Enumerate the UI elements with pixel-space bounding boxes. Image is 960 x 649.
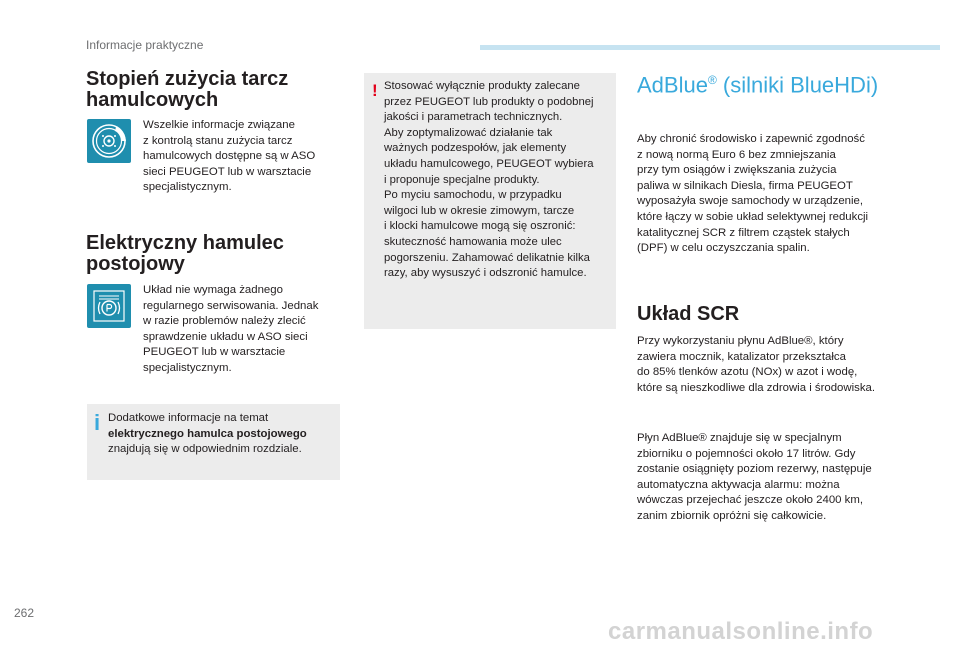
scr-heading: Układ SCR — [637, 303, 740, 325]
heading-line: Stopień zużycia tarcz — [86, 68, 289, 90]
text-line: sprawdzenie układu w ASO sieci — [143, 330, 308, 343]
text-line: które są nieszkodliwe dla zdrowia i środowiska. — [637, 381, 876, 394]
text-line: Stosować wyłącznie produkty zalecane — [384, 80, 580, 92]
text-line: i proponuje specjalne produkty. — [384, 173, 540, 186]
info-box — [87, 404, 340, 480]
text-line: katalitycznej SCR z filtrem cząstek stałych — [637, 226, 850, 239]
text-line: znajdują się w odpowiednim rozdziale. — [108, 443, 302, 456]
text-line: zawiera mocznik, katalizator przekształca — [637, 350, 846, 363]
text-line: Przy wykorzystaniu płynu AdBlue®, który — [637, 335, 844, 347]
heading-line: postojowy — [86, 253, 185, 275]
text-line: wówczas przejechać jeszcze około 2400 km, — [637, 494, 864, 507]
text-line-bold: elektrycznego hamulca postojowego — [108, 427, 307, 440]
text-line: jakości i parametrach technicznych. — [384, 111, 563, 124]
text-line: specjalistycznym. — [143, 181, 232, 194]
text-line: przez PEUGEOT lub produkty o podobnej — [384, 95, 594, 108]
brake-wear-text — [143, 118, 315, 196]
header-bar — [480, 45, 940, 50]
text-line: regularnego serwisowania. Jednak — [143, 299, 319, 312]
watermark: carmanualsonline.info — [608, 618, 874, 645]
text-line: Układ nie wymaga żadnego — [143, 284, 283, 296]
heading-text: (silniki BlueHDi) — [716, 72, 879, 98]
parking-brake-icon — [87, 284, 131, 328]
text-line: PEUGEOT lub w warsztacie — [143, 346, 286, 359]
registered-mark: ® — [707, 73, 717, 87]
text-line: i klocki hamulcowe mogą się oszronić: — [384, 220, 576, 233]
text-line: sieci PEUGEOT lub w warsztacie — [143, 165, 312, 178]
info-text — [108, 411, 307, 458]
text-line: z kontrolą stanu zużycia tarcz — [143, 134, 293, 147]
text-line: Płyn AdBlue® znajduje się w specjalnym — [637, 432, 842, 444]
warning-box — [364, 73, 616, 329]
text-line: wyposażyła swoje samochody w urządzenie, — [637, 195, 864, 208]
text-line: w razie problemów należy zlecić — [143, 315, 306, 328]
text-line: układu hamulcowego, PEUGEOT wybiera — [384, 157, 594, 170]
warning-icon: ! — [372, 81, 378, 100]
text-line: paliwa w silnikach Diesla, firma PEUGEOT — [637, 179, 853, 192]
adblue-text — [637, 132, 868, 257]
page-number: 262 — [14, 606, 35, 620]
heading-line: Elektryczny hamulec — [86, 232, 284, 254]
text-line: zbiorniku o pojemności około 17 litrów. Gdy — [637, 447, 856, 460]
text-line: z nową normą Euro 6 bez zmniejszania — [637, 148, 836, 161]
text-line: razy, aby wysuszyć i odszronić hamulce. — [384, 267, 587, 280]
heading-line: hamulcowych — [86, 89, 219, 111]
text-line: wilgoci lub w okresie zimowym, tarcze — [384, 204, 575, 217]
text-line: specjalistycznym. — [143, 361, 232, 374]
text-line: zostanie osiągnięty poziom rezerwy, następuje — [637, 463, 872, 476]
text-line: Dodatkowe informacje na temat — [108, 412, 269, 424]
text-line: przy tym osiągów i zwiększania zużycia — [637, 164, 837, 177]
running-header: Informacje praktyczne — [86, 38, 204, 52]
brake-wear-heading — [86, 69, 288, 111]
text-line: pogorszeniu. Zahamować delikatnie kilka — [384, 251, 590, 264]
text-line: ważnych podzespołów, jak elementy — [384, 142, 567, 155]
parking-brake-text — [143, 283, 318, 377]
text-line: do 85% tlenków azotu (NOx) w azot i wodę, — [637, 366, 858, 379]
info-icon: i — [94, 410, 101, 435]
text-line: Po myciu samochodu, w przypadku — [384, 189, 562, 202]
parking-brake-heading — [86, 233, 284, 275]
text-line: które łączy w sobie układ selektywnej redukcji — [637, 210, 869, 223]
text-line: (DPF) w celu oczyszczania spalin. — [637, 242, 810, 255]
heading-text: AdBlue — [637, 72, 708, 98]
text-line: zanim zbiornik opróżni się całkowicie. — [637, 509, 827, 522]
text-line: Aby chronić środowisko i zapewnić zgodność — [637, 133, 865, 145]
adblue-heading — [637, 67, 878, 98]
warning-text — [384, 79, 594, 282]
text-line: Aby zoptymalizować działanie tak — [384, 126, 553, 139]
scr-paragraph-2 — [637, 431, 872, 525]
text-line: Wszelkie informacje związane — [143, 119, 295, 131]
scr-paragraph-1 — [637, 334, 875, 396]
text-line: skuteczność hamowania może ulec — [384, 235, 562, 248]
text-line: automatyczna aktywacja alarmu: można — [637, 478, 840, 491]
text-line: hamulcowych dostępne są w ASO — [143, 150, 316, 163]
brake-disc-icon — [87, 119, 131, 163]
